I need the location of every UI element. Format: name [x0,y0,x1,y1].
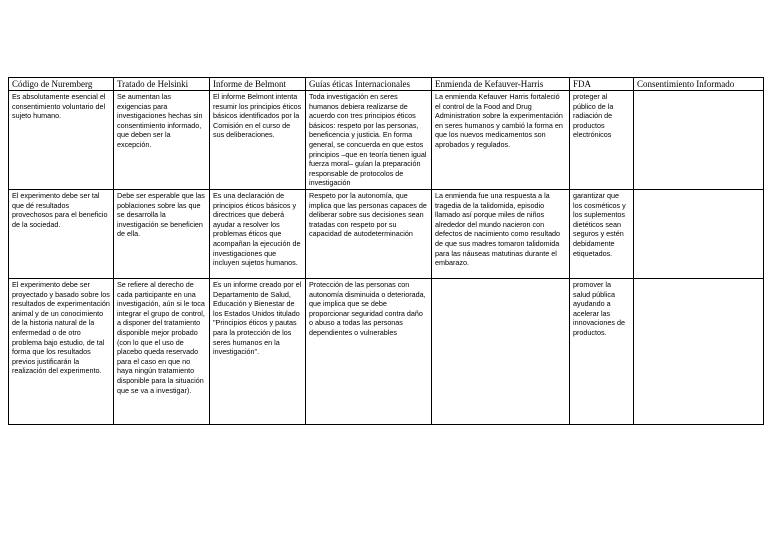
table-row [9,91,764,190]
table-cell: La enmienda fue una respuesta a la tragedia de la talidomida, episodio llamado así porque miles de niños alrededor del mundo nacieron con defectos de nacimiento como resultado de que sus madres tomaron talidomida para las náuseas matutinas durante el embarazo. [432,190,570,279]
header-cell-nuremberg: Código de Nuremberg [9,78,114,91]
table-cell: El experimento debe ser proyectado y basado sobre los resultados de experimentación animal y de un conocimiento de la historia natural de la enfermedad o de otro problema bajo estudio, de tal forma que los resultados previos justificarán la realización del experimento. [9,279,114,425]
header-cell-fda: FDA [570,78,634,91]
table-row [9,279,764,425]
table-cell: Debe ser esperable que las poblaciones sobre las que se desarrolla la investigación se beneficien de ella. [114,190,210,279]
table-cell [634,279,764,425]
table-cell: proteger al público de la radiación de productos electrónicos [570,91,634,190]
table-cell: La enmienda Kefauver Harris fortaleció el control de la Food and Drug Administration sobre la experimentación en seres humanos y cambió la forma en que los nuevos medicamentos son aprobados y regulados. [432,91,570,190]
table-cell: Protección de las personas con autonomía disminuida o deteriorada, que implica que se debe proporcionar seguridad contra daño o abuso a todas las personas dependientes o vulnerables [306,279,432,425]
table-cell: Es absolutamente esencial el consentimiento voluntario del sujeto humano. [9,91,114,190]
table-cell [432,279,570,425]
header-cell-kefauver: Enmienda de Kefauver-Harris [432,78,570,91]
table-cell [634,190,764,279]
table-row [9,190,764,279]
table-cell: Se refiere al derecho de cada participante en una investigación, aún si le toca integrar el grupo de control, a disponer del tratamiento disponible mejor probado (con lo que el uso de placebo queda reservado para el caso en que no haya ningún tratamiento disponible para la situación que se va a investigar). [114,279,210,425]
header-cell-guias: Guías éticas Internacionales [306,78,432,91]
table-cell: promover la salud pública ayudando a acelerar las innovaciones de productos. [570,279,634,425]
table-cell: El experimento debe ser tal que dé resultados provechosos para el beneficio de la sociedad. [9,190,114,279]
table-cell [634,91,764,190]
table-cell: Respeto por la autonomía, que implica que las personas capaces de deliberar sobre sus decisiones sean tratadas con respeto por su capacidad de autodeterminación [306,190,432,279]
table-cell: Toda investigación en seres humanos debiera realizarse de acuerdo con tres principios éticos básicos: respeto por las personas, beneficencia y justicia. En forma general, se concuerda en que estos principios –que en teoría tienen igual fuerza moral– guían la preparación responsable de protocolos de investigación [306,91,432,190]
header-cell-consentimiento: Consentimiento Informado [634,78,764,91]
header-cell-helsinki: Tratado de Helsinki [114,78,210,91]
table-cell: Es un informe creado por el Departamento de Salud, Educación y Bienestar de los Estados Unidos titulado "Principios éticos y pautas para la protección de los seres humanos en la investigación". [210,279,306,425]
header-cell-belmont: Informe de Belmont [210,78,306,91]
table-cell: Es una declaración de principios éticos básicos y directrices que deberá ayudar a resolver los problemas éticos que acompañan la ejecución de investigaciones que incluyen sujetos humanos. [210,190,306,279]
comparison-table [8,77,764,425]
header-row [9,78,764,91]
table-cell: El informe Belmont intenta resumir los principios éticos básicos identificados por la Comisión en el curso de sus deliberaciones. [210,91,306,190]
table-cell: Se aumentan las exigencias para investigaciones hechas sin consentimiento informado, que deben ser la excepción. [114,91,210,190]
table-cell: garantizar que los cosméticos y los suplementos dietéticos sean seguros y estén debidamente etiquetados. [570,190,634,279]
